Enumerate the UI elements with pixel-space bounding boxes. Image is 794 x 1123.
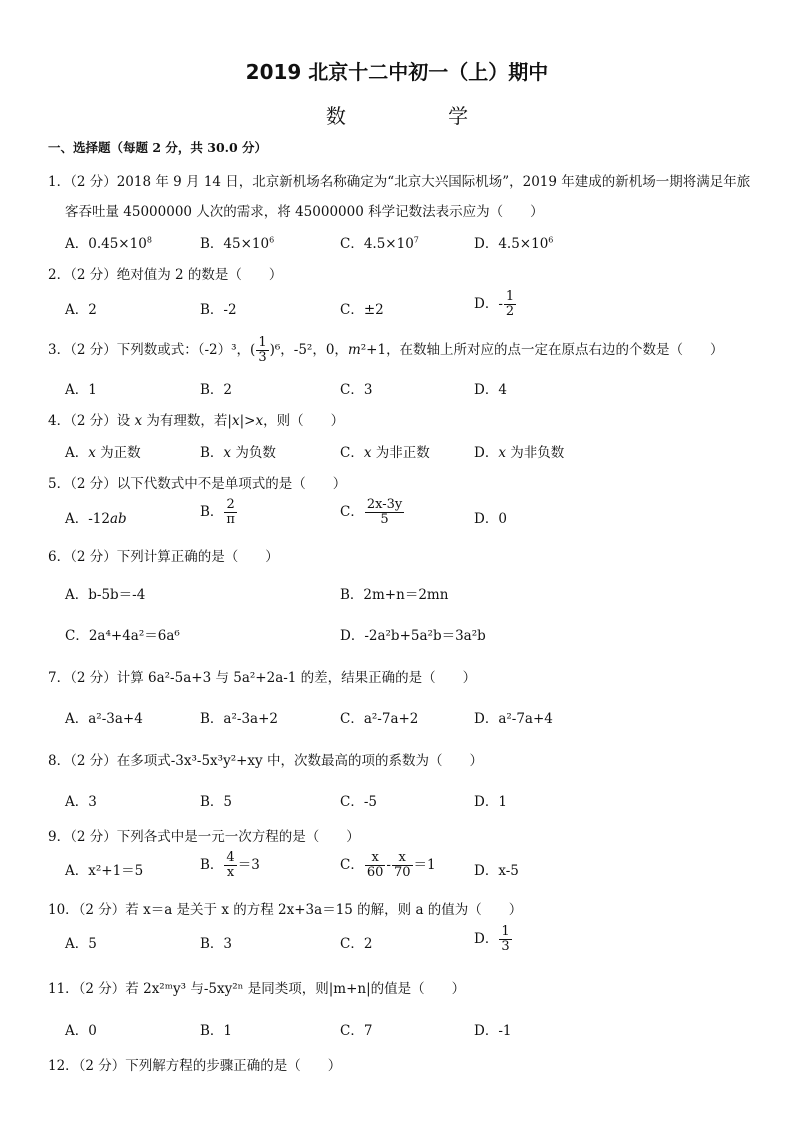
q11-option-c: C．7	[340, 1023, 373, 1039]
q2-option-d: D．- $\frac{1}{2}$	[474, 289, 515, 319]
q6-option-d: D．-2a²b+5a²b＝3a²b	[340, 628, 486, 644]
question-10: 10．（2 分）若 x＝a 是关于 x 的方程 2x+3a＝15 的解，则 a 的值为（ ）	[48, 902, 523, 918]
question-9: 9．（2 分）下列各式中是一元一次方程的是（ ）	[48, 829, 360, 845]
q9-option-d: D．x-5	[474, 863, 519, 879]
q1-option-d: D．$4.5\times 10^6$	[474, 235, 554, 252]
q8-option-d: D．1	[474, 794, 507, 810]
question-8: 8．（2 分）在多项式-3x³-5x³y²+xy 中，次数最高的项的系数为（ ）	[48, 753, 483, 769]
q5-option-c: C． $\frac{2x-3y}{5}$	[340, 497, 403, 527]
q4-option-b: B．x 为负数	[200, 445, 276, 461]
q6-option-a: A．b-5b＝-4	[65, 587, 146, 603]
question-2: 2．（2 分）绝对值为 2 的数是（ ）	[48, 267, 283, 283]
question-5: 5．（2 分）以下代数式中不是单项式的是（ ）	[48, 476, 347, 492]
q9-option-c: C． $\frac{x}{60}$ - $\frac{x}{70}$ ＝1	[340, 850, 436, 880]
q6-option-c: C．2a⁴+4a²＝6a⁶	[65, 628, 180, 644]
q1-option-b: B．$45\times 10^6$	[200, 235, 275, 252]
q9-option-a: A．x²+1＝5	[65, 863, 144, 879]
subject-title: 数 学	[325, 104, 517, 128]
q10-option-c: C．2	[340, 936, 373, 952]
q11-option-a: A．0	[65, 1023, 97, 1039]
q5-option-b: B． $\frac{2}{\pi}$	[200, 497, 235, 527]
q10-option-b: B．3	[200, 936, 233, 952]
q3-option-d: D．4	[474, 382, 507, 398]
question-12: 12．（2 分）下列解方程的步骤正确的是（ ）	[48, 1058, 342, 1074]
question-7: 7．（2 分）计算 6a²-5a+3 与 5a²+2a-1 的差，结果正确的是（ ）	[48, 670, 477, 686]
question-1-line-2: 客吞吐量 45000000 人次的需求，将 45000000 科学记数法表示应为（ ）	[65, 204, 544, 220]
question-1-line-1: 1．（2 分）2018 年 9 月 14 日，北京新机场名称确定为“北京大兴国际机场”，2019 年建成的新机场一期将满足年旅	[48, 174, 751, 190]
q3-option-c: C．3	[340, 382, 373, 398]
q8-option-b: B．5	[200, 794, 233, 810]
q8-option-a: A．3	[65, 794, 97, 810]
q4-option-c: C．x 为非正数	[340, 445, 430, 461]
q11-option-b: B．1	[200, 1023, 233, 1039]
question-6: 6．（2 分）下列计算正确的是（ ）	[48, 549, 279, 565]
question-4: 4．（2 分）设 x 为有理数，若|x|>x，则（ ）	[48, 413, 345, 429]
section-heading: 一、选择题（每题 2 分，共 30.0 分）	[48, 140, 268, 155]
question-3: 3．（2 分）下列数或式：（-2）³，( $\frac{1}{3}$ )⁶，-5²，0，m²+1，在数轴上所对应的点一定在原点右边的个数是（ ）	[48, 335, 724, 365]
q7-option-b: B．a²-3a+2	[200, 711, 278, 727]
q4-option-d: D．x 为非负数	[474, 445, 565, 461]
q2-option-c: C．±2	[340, 302, 384, 318]
q2-option-a: A．2	[65, 302, 97, 318]
q1-option-c: C．$4.5\times 10^7$	[340, 235, 419, 252]
q6-option-b: B．2m+n＝2mn	[340, 587, 449, 603]
page-title: 2019 北京十二中初一（上）期中	[245, 60, 549, 84]
q10-option-a: A．5	[65, 936, 97, 952]
q5-option-d: D．0	[474, 511, 507, 527]
q5-option-a: A．-12ab	[65, 511, 127, 527]
q1-option-a: A．$0.45\times 10^8$	[65, 235, 152, 252]
q3-option-a: A．1	[65, 382, 97, 398]
q7-option-d: D．a²-7a+4	[474, 711, 553, 727]
q9-option-b: B． $\frac{4}{x}$ ＝3	[200, 850, 260, 880]
question-11: 11．（2 分）若 2x²ᵐy³ 与-5xy²ⁿ 是同类项，则|m+n|的值是（ ）	[48, 981, 466, 997]
q7-option-c: C．a²-7a+2	[340, 711, 419, 727]
q11-option-d: D．-1	[474, 1023, 512, 1039]
q2-option-b: B．-2	[200, 302, 237, 318]
q8-option-c: C．-5	[340, 794, 377, 810]
q3-option-b: B．2	[200, 382, 233, 398]
q4-option-a: A．x 为正数	[65, 445, 141, 461]
q10-option-d: D． $\frac{1}{3}$	[474, 924, 510, 954]
q7-option-a: A．a²-3a+4	[65, 711, 143, 727]
